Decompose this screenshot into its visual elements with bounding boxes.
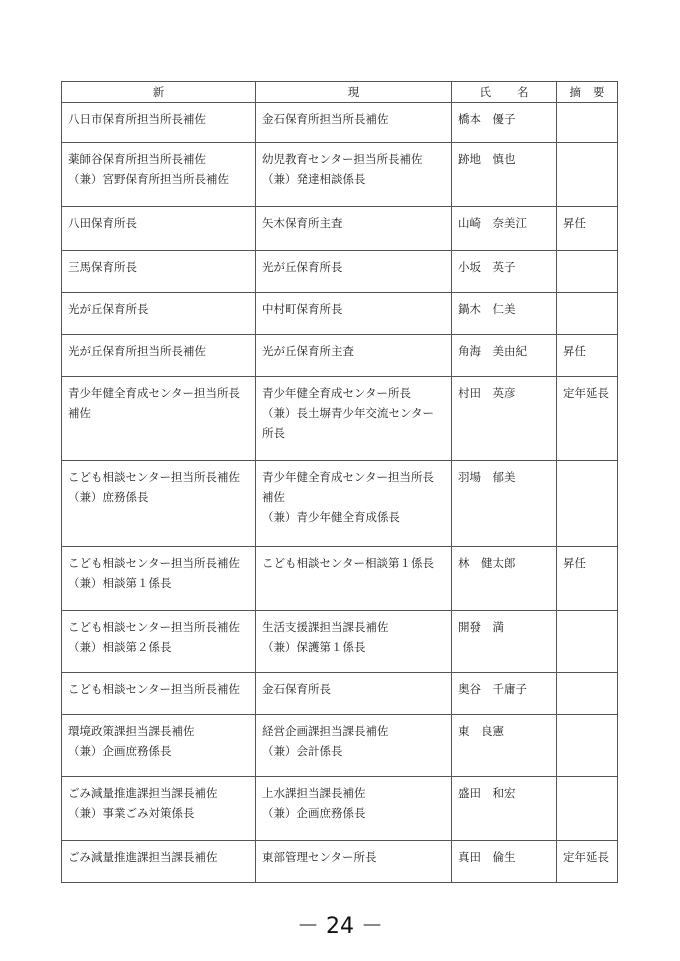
cell-new-position (62, 461, 256, 547)
cell-current-position-line: 生活支援課担当課長補佐 (262, 620, 389, 634)
cell-current-position-line: 幼児教育センター担当所長補佐 (262, 152, 423, 166)
table-row (62, 841, 618, 883)
cell-remarks: 昇任 (557, 207, 618, 251)
cell-current-position-line: （兼）会計係長 (262, 744, 343, 758)
cell-new-position (62, 673, 256, 715)
cell-current-position-line: 所長 (262, 426, 285, 440)
cell-remarks (557, 293, 618, 335)
cell-current-position (256, 673, 452, 715)
cell-new-position-line: ごみ減量推進課担当課長補佐 (68, 850, 218, 864)
cell-current-position (256, 777, 452, 841)
cell-current-position-line: 経営企画課担当課長補佐 (262, 724, 389, 738)
cell-new-position-line: （兼）宮野保育所担当所長補佐 (68, 172, 229, 186)
cell-current-position-line: （兼）発達相談係長 (262, 172, 366, 186)
column-header-new: 新 (62, 82, 256, 103)
cell-new-position (62, 293, 256, 335)
cell-new-position (62, 377, 256, 461)
cell-new-position (62, 207, 256, 251)
cell-person-name: 角海 美由紀 (452, 335, 557, 377)
cell-current-position-line: （兼）企画庶務係長 (262, 806, 366, 820)
cell-current-position-line: 補佐 (262, 490, 285, 504)
table-row (62, 611, 618, 673)
cell-remarks (557, 611, 618, 673)
cell-new-position-line: 光が丘保育所担当所長補佐 (68, 344, 206, 358)
cell-new-position-line: こども相談センター担当所長補佐 (68, 470, 241, 484)
cell-current-position (256, 841, 452, 883)
cell-person-name: 奥谷 千庸子 (452, 673, 557, 715)
table-row (62, 207, 618, 251)
cell-remarks (557, 673, 618, 715)
cell-current-position-line: 青少年健全育成センター担当所長 (262, 470, 435, 484)
cell-remarks: 昇任 (557, 335, 618, 377)
cell-new-position-line: 光が丘保育所長 (68, 302, 149, 316)
cell-current-position (256, 251, 452, 293)
cell-person-name: 橋本 優子 (452, 103, 557, 143)
cell-person-name: 東 良憲 (452, 715, 557, 777)
cell-new-position (62, 611, 256, 673)
cell-new-position-line: ごみ減量推進課担当課長補佐 (68, 786, 218, 800)
table-row (62, 103, 618, 143)
cell-current-position-line: （兼）保護第１係長 (262, 640, 366, 654)
cell-current-position-line: （兼）青少年健全育成係長 (262, 510, 400, 524)
cell-person-name: 羽場 郁美 (452, 461, 557, 547)
cell-current-position (256, 335, 452, 377)
cell-person-name: 開發 満 (452, 611, 557, 673)
cell-current-position-line: 金石保育所担当所長補佐 (262, 112, 389, 126)
cell-person-name: 林 健太郎 (452, 547, 557, 611)
cell-new-position (62, 777, 256, 841)
cell-new-position (62, 103, 256, 143)
table-row (62, 715, 618, 777)
column-header-name: 氏 名 (452, 82, 557, 103)
personnel-table (61, 81, 618, 883)
cell-current-position (256, 715, 452, 777)
cell-person-name: 村田 英彦 (452, 377, 557, 461)
page-number: － 24 － (297, 914, 383, 939)
table-row (62, 377, 618, 461)
cell-current-position-line: 中村町保育所長 (262, 302, 343, 316)
cell-current-position (256, 611, 452, 673)
table-row (62, 547, 618, 611)
cell-new-position-line: 三馬保育所長 (68, 260, 137, 274)
cell-new-position-line: こども相談センター担当所長補佐 (68, 620, 241, 634)
table-row (62, 143, 618, 207)
cell-current-position-line: （兼）長土塀青少年交流センター (262, 406, 435, 420)
cell-remarks (557, 715, 618, 777)
cell-current-position (256, 547, 452, 611)
cell-current-position (256, 103, 452, 143)
cell-person-name: 山崎 奈美江 (452, 207, 557, 251)
column-header-remarks: 摘 要 (557, 82, 618, 103)
cell-current-position-line: 青少年健全育成センター所長 (262, 386, 412, 400)
cell-new-position-line: （兼）相談第２係長 (68, 640, 172, 654)
cell-current-position (256, 207, 452, 251)
cell-new-position-line: （兼）庶務係長 (68, 490, 149, 504)
table-row (62, 251, 618, 293)
cell-person-name: 鍋木 仁美 (452, 293, 557, 335)
cell-remarks (557, 461, 618, 547)
cell-new-position-line: こども相談センター担当所長補佐 (68, 682, 241, 696)
cell-current-position-line: こども相談センター相談第１係長 (262, 556, 435, 570)
cell-current-position (256, 377, 452, 461)
cell-new-position-line: 八日市保育所担当所長補佐 (68, 112, 206, 126)
cell-current-position-line: 矢木保育所主査 (262, 216, 343, 230)
cell-remarks (557, 103, 618, 143)
cell-new-position-line: 補佐 (68, 406, 91, 420)
cell-new-position-line: 環境政策課担当課長補佐 (68, 724, 195, 738)
cell-new-position (62, 841, 256, 883)
cell-current-position-line: 上水課担当課長補佐 (262, 786, 366, 800)
cell-person-name: 盛田 和宏 (452, 777, 557, 841)
cell-new-position-line: 薬師谷保育所担当所長補佐 (68, 152, 206, 166)
table-row (62, 777, 618, 841)
cell-person-name: 真田 倫生 (452, 841, 557, 883)
cell-new-position-line: 青少年健全育成センター担当所長 (68, 386, 241, 400)
cell-remarks: 昇任 (557, 547, 618, 611)
cell-person-name: 跡地 慎也 (452, 143, 557, 207)
cell-remarks (557, 251, 618, 293)
cell-new-position-line: 八田保育所長 (68, 216, 137, 230)
cell-new-position (62, 715, 256, 777)
cell-new-position-line: （兼）企画庶務係長 (68, 744, 172, 758)
table-header-row (62, 82, 618, 103)
table-row (62, 335, 618, 377)
cell-current-position-line: 光が丘保育所主査 (262, 344, 354, 358)
cell-current-position-line: 光が丘保育所長 (262, 260, 343, 274)
cell-new-position-line: こども相談センター担当所長補佐 (68, 556, 241, 570)
cell-remarks (557, 777, 618, 841)
cell-person-name: 小坂 英子 (452, 251, 557, 293)
cell-new-position (62, 335, 256, 377)
cell-new-position-line: （兼）相談第１係長 (68, 576, 172, 590)
cell-current-position-line: 金石保育所長 (262, 682, 331, 696)
cell-new-position (62, 547, 256, 611)
cell-current-position (256, 293, 452, 335)
cell-remarks (557, 143, 618, 207)
cell-new-position-line: （兼）事業ごみ対策係長 (68, 806, 195, 820)
table-row (62, 293, 618, 335)
cell-current-position (256, 461, 452, 547)
cell-new-position (62, 143, 256, 207)
column-header-current: 現 (256, 82, 452, 103)
cell-remarks: 定年延長 (557, 841, 618, 883)
table-row (62, 461, 618, 547)
table-row (62, 673, 618, 715)
cell-new-position (62, 251, 256, 293)
cell-current-position (256, 143, 452, 207)
cell-remarks: 定年延長 (557, 377, 618, 461)
cell-current-position-line: 東部管理センター所長 (262, 850, 377, 864)
